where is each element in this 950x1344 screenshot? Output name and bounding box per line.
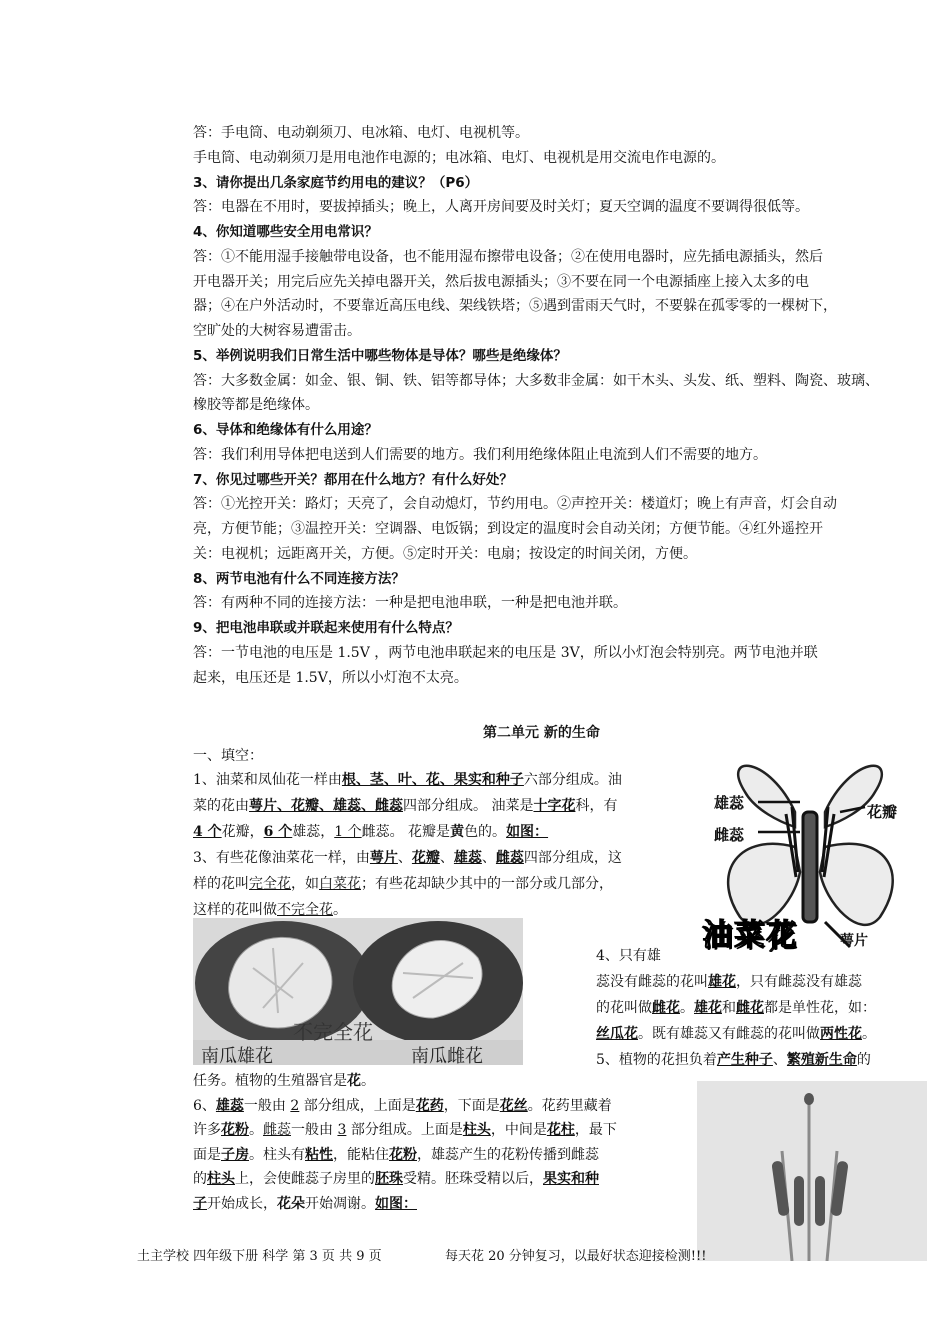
text-segment: 1、油菜和凤仙花一样由 — [193, 772, 342, 788]
answer-keyword: 粘性 — [305, 1146, 333, 1163]
text-line — [193, 616, 459, 640]
text-segment: 科，有 — [575, 798, 618, 814]
text-segment: 色的。 — [464, 824, 507, 840]
answer-keyword: 繁殖新生命 — [786, 1052, 857, 1068]
footer-left: 土主学校 四年级下册 科学 第 3 页 共 9 页 — [137, 1249, 382, 1264]
answer-keyword: 柱头 — [207, 1171, 235, 1187]
question-text: 9、把电池串联或并联起来使用有什么特点？ — [193, 620, 459, 636]
text-segment: 。既有雄蕊又有雌蕊的花叫做 — [638, 1026, 820, 1042]
text-segment: 答：①光控开关：路灯；天亮了，会自动熄灯，节约用电。②声控开关：楼道灯；晚上有声音，灯会自动 — [193, 496, 837, 513]
text-segment: ，只有雌蕊没有雄蕊 — [736, 974, 862, 990]
text-segment: ，雄蕊产生的花粉传播到雌蕊 — [417, 1146, 599, 1163]
answer-keyword: 柱头 — [462, 1122, 491, 1138]
text-segment: 橡胶等都是绝缘体。 — [193, 397, 319, 414]
text-segment: 6、 — [193, 1097, 216, 1114]
question-text: 8、两节电池有什么不同连接方法？ — [193, 570, 405, 587]
answer-keyword: 果实和种 — [543, 1171, 599, 1187]
text-line — [193, 171, 478, 195]
answer-keyword: 6 个 — [263, 824, 293, 840]
text-line — [193, 245, 823, 269]
pistil-label: 雌蕊 — [714, 826, 745, 844]
text-line — [193, 1167, 599, 1191]
answer-keyword: 萼片、花瓣、雄蕊、雌蕊 — [249, 798, 403, 814]
text-segment: 、 — [397, 850, 412, 866]
answer-keyword: 两性花 — [820, 1026, 862, 1042]
text-line — [193, 591, 627, 615]
text-line — [193, 492, 837, 516]
answer-keyword: 2 — [290, 1097, 300, 1114]
answer-keyword: 花瓣 — [411, 850, 440, 866]
answer-keyword: 十字花 — [533, 798, 576, 814]
text-segment: 雄蕊， — [292, 824, 335, 840]
text-segment: 、 — [439, 850, 454, 866]
section-heading: 一、填空： — [193, 748, 263, 764]
text-line — [193, 1069, 375, 1093]
answer-keyword: 雌花 — [736, 1000, 764, 1016]
text-segment: 受精。胚珠受精以后， — [403, 1171, 543, 1187]
text-segment: 这样的花叫做 — [193, 902, 277, 918]
answer-keyword: 雌花 — [652, 1000, 680, 1016]
text-segment: ，如 — [291, 876, 319, 892]
text-segment: ，下面是 — [443, 1097, 500, 1114]
question-text: 3、请你提出几条家庭节约用电的建议？（P6） — [193, 174, 479, 191]
question-text: 5、举例说明我们日常生活中哪些物体是导体？哪些是绝缘体？ — [193, 347, 567, 364]
pumpkin-male-label: 南瓜雄花 — [201, 1046, 273, 1065]
text-line — [193, 542, 697, 566]
text-segment: 上，会使雌蕊子房里的 — [235, 1171, 375, 1187]
text-segment: 的 — [193, 1171, 207, 1187]
petal-label: 花瓣 — [867, 803, 898, 821]
text-segment: 雌蕊。 花瓣是 — [361, 824, 451, 840]
text-line — [193, 195, 809, 219]
text-segment: 。 — [361, 1073, 375, 1089]
answer-keyword: 雄花 — [694, 1000, 722, 1016]
answer-keyword: 花药 — [415, 1097, 444, 1114]
text-segment: 4、只有雄 — [596, 948, 661, 964]
answer-keyword: 花柱 — [546, 1122, 575, 1138]
text-line — [193, 666, 468, 690]
text-line — [193, 872, 613, 896]
stamen-pistil-photo — [697, 1081, 927, 1261]
text-segment: 器；④在户外活动时，不要靠近高压电线、架线铁塔；⑤遇到雷雨天气时，不要躲在孤零零的一棵树下， — [193, 298, 837, 315]
text-segment: 手电筒、电动剃须刀是用电池作电源的；电冰箱、电灯、电视机是用交流电作电源的。 — [193, 149, 725, 166]
text-segment: 任务。植物的生殖器官是 — [193, 1073, 347, 1089]
text-line — [193, 393, 319, 417]
text-segment: ，最下 — [574, 1122, 617, 1138]
text-line — [193, 468, 513, 492]
answer-keyword: 1 个 — [334, 824, 362, 840]
answer-keyword: 胚珠 — [375, 1171, 403, 1187]
text-segment: 答：手电筒、电动剃须刀、电冰箱、电灯、电视机等。 — [193, 125, 529, 141]
answer-keyword: 黄 — [450, 824, 465, 840]
text-line — [193, 567, 405, 591]
answer-keyword: 萼片 — [369, 850, 398, 866]
answer-keyword: 雄蕊 — [215, 1097, 244, 1114]
rapeseed-title: 油菜花 — [702, 918, 798, 953]
text-segment: 空旷处的大树容易遭雷击。 — [193, 323, 361, 339]
text-line — [193, 418, 378, 442]
text-line — [596, 970, 862, 994]
text-segment: 。花药里藏着 — [527, 1097, 612, 1114]
text-line — [193, 1118, 617, 1142]
text-segment: 部分组成，上面是 — [299, 1097, 416, 1114]
text-segment: 许多 — [193, 1122, 221, 1138]
question-text: 7、你见过哪些开关？都用在什么地方？有什么好处？ — [193, 471, 513, 488]
rapeseed-flower-diagram — [700, 752, 920, 952]
answer-keyword: 丝瓜花 — [596, 1026, 638, 1042]
text-segment: 起来，电压还是 1.5V，所以小灯泡不太亮。 — [193, 669, 468, 686]
answer-keyword: 花 — [347, 1073, 361, 1089]
sepal-label: 萼片 — [840, 933, 868, 949]
text-segment: 开始成长， — [207, 1195, 277, 1212]
text-line — [193, 1143, 599, 1167]
text-line — [193, 846, 622, 870]
text-segment: 一般由 — [243, 1097, 291, 1114]
text-line — [193, 517, 823, 541]
text-line — [596, 1048, 871, 1072]
stamen-label: 雄蕊 — [714, 794, 745, 812]
text-segment: ，能粘住 — [333, 1146, 389, 1163]
text-segment: 部分组成。上面是 — [346, 1122, 463, 1138]
text-segment: ；有些花却缺少其中的一部分或几部分， — [361, 876, 613, 892]
answer-keyword: 4 个 — [193, 824, 222, 840]
text-line — [193, 1192, 417, 1216]
question-text: 6、导体和绝缘体有什么用途？ — [193, 422, 378, 438]
answer-keyword: 3 — [337, 1122, 347, 1138]
text-segment: 、 — [772, 1052, 787, 1068]
text-segment: 的 — [856, 1052, 871, 1068]
text-segment: 都是单性花，如： — [764, 1000, 876, 1016]
answer-keyword: 花粉 — [389, 1146, 417, 1163]
text-segment: ，中间是 — [490, 1122, 547, 1138]
answer-keyword: 子 — [193, 1195, 207, 1212]
answer-keyword: 花丝 — [499, 1097, 528, 1114]
answer-keyword: 完全花 — [249, 876, 291, 892]
text-segment: 蕊没有雌蕊的花叫 — [596, 974, 708, 990]
answer-keyword: 根、茎、叶、花、果实和种子 — [341, 772, 524, 788]
stamen-pistil-icon — [697, 1081, 927, 1261]
text-segment: 。 — [680, 1000, 694, 1016]
text-line — [193, 319, 361, 343]
answer-keyword: 子房 — [221, 1146, 249, 1163]
text-line — [193, 1094, 612, 1118]
text-segment: 面是 — [193, 1146, 221, 1163]
text-segment: 花瓣， — [221, 824, 264, 840]
text-segment: 答：我们利用导体把电送到人们需要的地方。我们利用绝缘体阻止电流到人们不需要的地方。 — [193, 446, 767, 463]
unit-title: 第二单元 新的生命 — [483, 725, 600, 741]
answer-keyword: 雄蕊 — [453, 850, 482, 866]
text-segment: 答：电器在不用时，要拔掉插头；晚上，人离开房间要及时关灯；夏天空调的温度不要调得很低等。 — [193, 199, 809, 216]
text-segment: 。柱头有 — [249, 1146, 305, 1163]
text-line — [193, 344, 567, 368]
answer-keyword: 花粉 — [221, 1122, 249, 1138]
answer-keyword: 不完全花 — [277, 902, 333, 918]
text-line — [193, 369, 879, 393]
text-segment: 四部分组成，这 — [523, 850, 622, 866]
text-segment: 答：有两种不同的连接方法：一种是把电池串联，一种是把电池并联。 — [193, 595, 627, 612]
answer-keyword: 花朵 — [277, 1195, 305, 1212]
text-segment: 样的花叫 — [193, 876, 249, 892]
answer-keyword: 白菜花 — [319, 876, 361, 892]
text-segment: 一般由 — [291, 1122, 338, 1138]
text-segment: 3、有些花像油菜花一样，由 — [193, 850, 370, 866]
answer-keyword: 产生种子 — [716, 1052, 773, 1068]
answer-keyword: 雄花 — [708, 974, 736, 990]
text-segment: 。 — [333, 902, 347, 918]
question-text: 4、你知道哪些安全用电常识？ — [193, 224, 378, 240]
text-line — [193, 121, 529, 145]
text-line — [596, 944, 661, 968]
text-segment: 和 — [722, 1000, 736, 1016]
answer-keyword: 如图： — [506, 824, 549, 840]
text-line — [193, 820, 548, 844]
text-line — [193, 146, 725, 170]
text-segment: 开始凋谢。 — [305, 1195, 375, 1212]
text-line — [193, 641, 818, 665]
text-line — [596, 996, 876, 1020]
text-line — [596, 1022, 876, 1046]
pumpkin-flowers-image — [193, 918, 523, 1065]
text-line — [193, 220, 378, 244]
text-segment: 答：一节电池的电压是 1.5V ，两节电池串联起来的电压是 3V，所以小灯泡会特别亮。两节电池并联 — [193, 644, 818, 661]
text-line — [193, 768, 622, 792]
text-segment: 。 — [862, 1026, 876, 1042]
pumpkin-female-label: 南瓜雌花 — [411, 1046, 483, 1065]
text-segment: 菜的花由 — [193, 798, 249, 814]
text-segment: 六部分组成。油 — [523, 772, 622, 788]
pumpkin-caption: 不完全花 — [293, 1020, 373, 1044]
answer-keyword: 雌蕊 — [263, 1122, 291, 1138]
text-segment: 四部分组成。 油菜是 — [403, 798, 534, 814]
text-segment: 开电器开关；用完后应先关掉电器开关，然后拔电源插头；③不要在同一个电源插座上接入太多的电 — [193, 273, 809, 290]
text-segment: 答：大多数金属：如金、银、铜、铁、铝等都导体；大多数非金属：如干木头、头发、纸、塑料、陶瓷、玻璃、 — [193, 372, 879, 389]
text-segment: 答：①不能用湿手接触带电设备，也不能用湿布擦带电设备；②在使用电器时，应先插电源插头，然后 — [193, 248, 823, 265]
text-segment: 、 — [481, 850, 496, 866]
text-segment: 亮，方便节能；③温控开关：空调器、电饭锅；到设定的温度时会自动关闭；方便节能。④红外遥控开 — [193, 521, 823, 537]
text-line — [193, 294, 837, 318]
text-line — [193, 443, 767, 467]
text-line — [193, 794, 617, 818]
answer-keyword: 雌蕊 — [495, 850, 524, 866]
text-segment: 的花叫做 — [596, 1000, 652, 1016]
footer-right: 每天花 20 分钟复习，以最好状态迎接检测!!! — [445, 1249, 707, 1264]
text-segment: 。 — [249, 1122, 263, 1138]
answer-keyword: 如图： — [375, 1195, 417, 1212]
text-segment: 5、植物的花担负着 — [596, 1052, 717, 1068]
text-line — [193, 270, 809, 294]
text-segment: 关：电视机；远距离开关，方便。⑤定时开关：电扇；按设定的时间关闭，方便。 — [193, 545, 697, 562]
